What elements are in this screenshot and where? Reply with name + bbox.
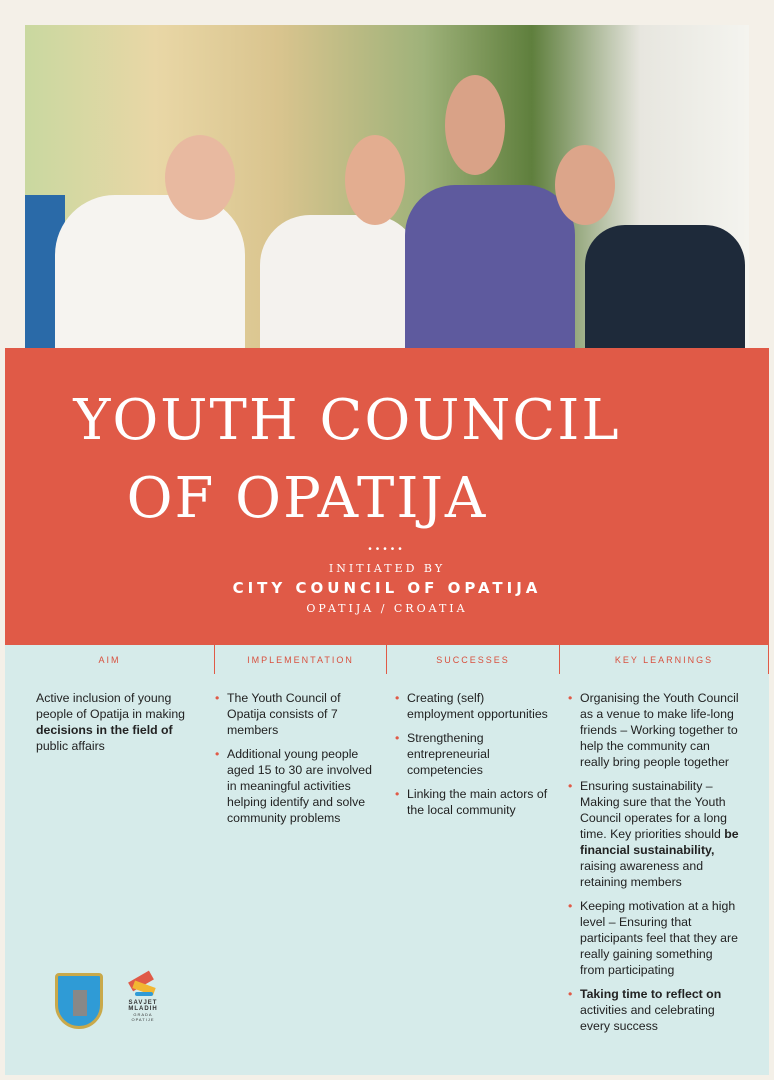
column-header: AIM	[5, 645, 215, 674]
column-header: KEY LEARNINGS	[560, 645, 769, 674]
column-header: IMPLEMENTATION	[215, 645, 387, 674]
column-successes	[387, 645, 560, 1075]
list-item	[568, 778, 739, 890]
column-header: SUCCESSES	[387, 645, 560, 674]
aim-text	[5, 674, 215, 754]
title-line-1: YOUTH COUNCIL	[73, 388, 621, 453]
list-item: • The Youth Council of Opatija consists of 7 members	[215, 690, 377, 738]
dots-divider: •••••	[368, 544, 406, 555]
text: raising awareness and retaining members	[580, 859, 704, 889]
title-line-2: OF OPATIJA	[126, 466, 488, 531]
title-banner	[5, 348, 769, 645]
location: OPATIJA / CROATIA	[306, 602, 468, 615]
savjet-mladih-logo	[121, 970, 165, 1022]
bold-text: be financial sustainability,	[580, 827, 739, 857]
logo-text: SAVJET	[128, 1000, 158, 1006]
aim-text-part: public affairs	[36, 739, 105, 753]
column-aim	[5, 645, 215, 1075]
list-item	[568, 986, 739, 1034]
text: Ensuring sustainability – Making sure that the Youth Council operates for a long time. Key priorities should	[580, 779, 727, 841]
list-item: • Keeping motivation at a high level – Ensuring that participants feel that they are really gaining something from participating	[568, 898, 739, 978]
list-item: • Creating (self) employment opportunities	[395, 690, 550, 722]
logo-text: MLADIH	[128, 1006, 158, 1012]
column-implementation	[215, 645, 387, 1075]
bold-text: Taking time to reflect on	[580, 987, 722, 1001]
hero-photo	[25, 25, 749, 348]
logo-text: GRADA OPATIJE	[131, 1012, 155, 1022]
youth-figures-icon	[121, 970, 165, 1000]
text: activities and celebrating every success	[580, 1003, 715, 1033]
list-item: • Linking the main actors of the local community	[395, 786, 550, 818]
opatija-crest-logo	[55, 973, 103, 1029]
list-item: • Additional young people aged 15 to 30 are involved in meaningful activities helping identify and solve community problems	[215, 746, 377, 826]
list-item: • Strengthening entrepreneurial competencies	[395, 730, 550, 778]
initiator-name: CITY COUNCIL OF OPATIJA	[232, 579, 542, 597]
initiated-by-label: INITIATED BY	[328, 562, 446, 575]
column-key-learnings	[560, 645, 769, 1075]
info-section	[5, 645, 769, 1075]
aim-bold: decisions in the field of	[36, 723, 173, 737]
aim-text-part: Active inclusion of young people of Opatija in making	[36, 691, 186, 721]
list-item: • Organising the Youth Council as a venue to make life-long friends – Working together to help the community can really bring people together	[568, 690, 739, 770]
